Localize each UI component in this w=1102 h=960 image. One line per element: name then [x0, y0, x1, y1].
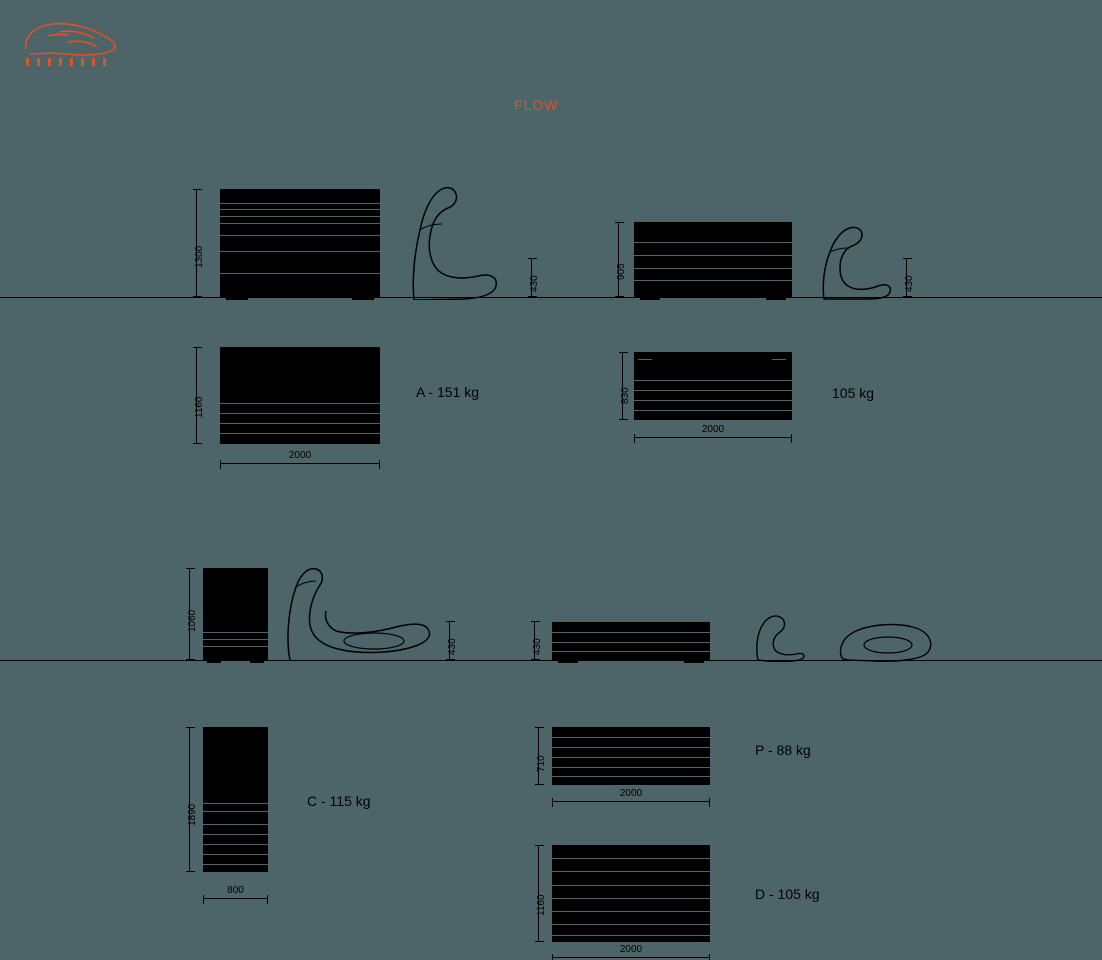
dimension-line-905: [618, 222, 619, 297]
dimension-label-430-p: 430: [532, 638, 543, 655]
ground-line-top: [0, 297, 1102, 298]
dimension-label-905: 905: [616, 263, 627, 280]
elevation-slab-b: [634, 222, 792, 297]
dimension-line-800: [203, 898, 268, 899]
plan-slab-c: [203, 727, 268, 872]
dimension-line-830: [622, 352, 623, 420]
dimension-label-1160-a: 1160: [194, 396, 205, 418]
dimension-line-1300: [196, 189, 197, 297]
plan-slab-a: [220, 347, 380, 444]
page-title: FLOW: [514, 97, 559, 113]
caption-p: P - 88 kg: [755, 742, 811, 758]
dimension-label-430-a: 430: [529, 275, 540, 292]
dimension-label-2000-a: 2000: [288, 450, 312, 461]
ground-line-bottom: [0, 660, 1102, 661]
dimension-label-2000-p: 2000: [619, 788, 643, 799]
caption-c: C - 115 kg: [307, 793, 371, 809]
dimension-label-430-c: 430: [447, 638, 458, 655]
side-profile-c: [278, 565, 438, 661]
caption-a: A - 151 kg: [416, 384, 480, 400]
elevation-slab-c: [203, 568, 268, 660]
elevation-slab-a: [220, 189, 380, 297]
dimension-line-2000-d: [552, 957, 710, 958]
dimension-label-1890: 1890: [187, 803, 198, 826]
side-profile-p1: [748, 610, 812, 662]
caption-d: D - 105 kg: [755, 886, 820, 902]
caption-b: 105 kg: [832, 385, 875, 401]
dimension-label-830: 830: [620, 387, 631, 404]
dimension-label-430-b: 430: [904, 275, 915, 292]
dimension-label-1060: 1060: [187, 609, 198, 632]
side-profile-a: [398, 182, 528, 300]
side-profile-p2: [836, 618, 936, 664]
dimension-label-800: 800: [227, 885, 244, 896]
dimension-line-2000-b: [634, 437, 792, 438]
plan-slab-b: [634, 352, 792, 420]
dimension-label-1300: 1300: [194, 245, 205, 268]
dimension-label-2000-b: 2000: [701, 424, 725, 435]
dimension-label-1160-d: 1160: [536, 894, 547, 916]
dimension-line-1890: [189, 727, 190, 872]
brand-logo: [18, 14, 128, 64]
dimension-label-2000-d: 2000: [619, 944, 643, 955]
dimension-label-710: 710: [536, 755, 547, 772]
dimension-line-2000-a: [220, 463, 380, 464]
dimension-line-2000-p: [552, 801, 710, 802]
side-profile-b: [812, 220, 902, 300]
elevation-slab-p: [552, 622, 710, 660]
plan-slab-d: [552, 845, 710, 942]
plan-slab-p: [552, 727, 710, 785]
